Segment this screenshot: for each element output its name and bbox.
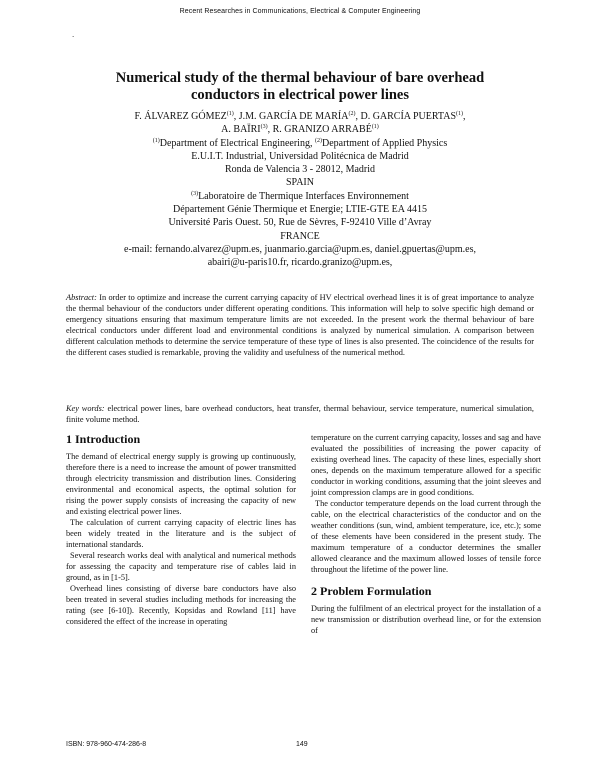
keywords-label: Key words: [66, 404, 105, 413]
affiliation-1-mark: (1) [152, 137, 160, 144]
affiliation-dept-2: Department of Applied Physics [321, 137, 448, 149]
affiliation-country-france: FRANCE [280, 230, 320, 242]
affiliation-3-mark: (3) [191, 190, 199, 197]
right-column [311, 432, 541, 636]
paragraph: During the fulfilment of an electrical proyect for the installation of a new transmission or distribution overhead line, or for the extension of [311, 604, 541, 635]
paragraph: The conductor temperature depends on the load current through the cable, on the electrical characteristics of the conductor and on the weather conditions (sun, wind, ambient temperature, ice, etc.); some of these elements have been considered in the present study. The maximum temperature of a conductor determines the smaller allowed clearance and the maximum allowed losses of tensile force throughout the lifetime of the power line. [311, 499, 541, 574]
abstract [66, 293, 534, 358]
paragraph: Several research works deal with analytical and numerical methods for assessing the capacity and temperature rise of cables laid in ground, as in [1-5]. [66, 551, 296, 582]
author-3-mark: (1) [456, 111, 464, 117]
authors-block [40, 110, 560, 270]
author-5: , R. GRANIZO ARRABÉ [267, 124, 372, 136]
page-number: 149 [296, 741, 308, 748]
affiliation-lab [40, 190, 560, 203]
title-line-1: Numerical study of the thermal behaviour of bare overhead [115, 70, 485, 86]
keywords-text: electrical power lines, bare overhead conductors, heat transfer, thermal behaviour, service temperature, numerical simulation, finite volume method. [66, 404, 534, 424]
keywords [66, 403, 534, 425]
author-1-mark: (1) [226, 111, 234, 117]
affiliation-address: Ronda de Valencia 3 - 28012, Madrid [224, 164, 376, 176]
paragraph: Overhead lines consisting of diverse bare conductors have also been treated in several studies including methods for increasing the rating (see [6-10]). Recently, Kopsidas and Rowland [11] have considered the effect of the increase in operating [66, 584, 296, 626]
affiliation-2-mark: (2) [314, 137, 322, 144]
affiliation-department-fr: Département Génie Thermique et Energie; LTIE-GTE EA 4415 [173, 204, 427, 216]
author-4: A. BAÏRI [221, 124, 261, 136]
author-1: F. ÁLVAREZ GÓMEZ [134, 111, 227, 122]
author-5-mark: (1) [371, 124, 379, 131]
affiliation-university-fr: Université Paris Ouest. 50, Rue de Sèvres, F-92410 Ville d’Avray [168, 217, 432, 229]
email-line-1: e-mail: fernando.alvarez@upm.es, juanmario.garcia@upm.es, daniel.gpuertas@upm.es, [124, 243, 476, 255]
author-4-mark: (3) [260, 124, 268, 131]
affiliation-departments [40, 137, 560, 150]
affiliation-country-spain: SPAIN [286, 177, 314, 189]
left-column [66, 432, 296, 627]
author-3-comma: , [463, 111, 466, 122]
paper-title [60, 70, 540, 104]
section-1-heading: 1 Introduction [66, 432, 141, 446]
affiliation-dept-1: Department of Electrical Engineering, [159, 137, 315, 149]
paragraph: The demand of electrical energy supply is growing up continuously, therefore there is a need to increase the amount of power transmitted through electricity transmission and distribution lines. Considering environmental and economical aspects, the optimal solution for rising the power supply consists of increasing the capacity of new and existing electrical power lines. [66, 452, 296, 516]
email-line-2: abairi@u-paris10.fr, ricardo.granizo@upm.es, [207, 257, 393, 269]
author-2: , J.M. GARCÍA DE MARÍA [233, 111, 349, 122]
affiliation-lab-name: Laboratoire de Thermique Interfaces Environnement [198, 190, 409, 202]
author-line-2 [40, 123, 560, 136]
isbn: ISBN: 978-960-474-286-8 [66, 741, 147, 748]
header-mark: . [72, 30, 75, 39]
abstract-label: Abstract: [66, 293, 97, 302]
running-header: Recent Researches in Communications, Electrical & Computer Engineering [179, 8, 421, 15]
author-line-1 [40, 110, 560, 123]
paragraph: temperature on the current carrying capacity, losses and sag and have evaluated the possibilities of increasing the power capacity of existing overhead lines. The capacity of these lines, especially short ones, depends on the maximum temperature allowed for a specific conductor in working conditions, assuming that the joint sleeves and joint compression clamps are in good conditions. [311, 433, 541, 497]
paragraph: The calculation of current carrying capacity of electric lines has been widely treated in the literature and is the subject of international standards. [66, 518, 296, 549]
affiliation-school: E.U.I.T. Industrial, Universidad Politécnica de Madrid [191, 150, 409, 162]
author-2-mark: (2) [348, 111, 356, 117]
section-2-heading: 2 Problem Formulation [311, 584, 432, 598]
title-line-2: conductors in electrical power lines [190, 87, 409, 103]
abstract-text: In order to optimize and increase the current carrying capacity of HV electrical overhead lines it is of great importance to analyze the thermal behaviour of the conductors under different operating conditions. This information will help to solve specific high demand or emergency situations ensuring that maximum temperature limits are not exceeded. In the present work the thermal behaviour of bare electrical conductors under different load and environmental conditions is analyzed by numerical simulation. A comparison between different calculation methods to determine the service temperature of these type of lines is also presented. The coincidence of the results for the different cases studied is remarkable, proving the validity and usefulness of the numerical method. [66, 293, 534, 357]
author-3: , D. GARCÍA PUERTAS [355, 111, 457, 122]
